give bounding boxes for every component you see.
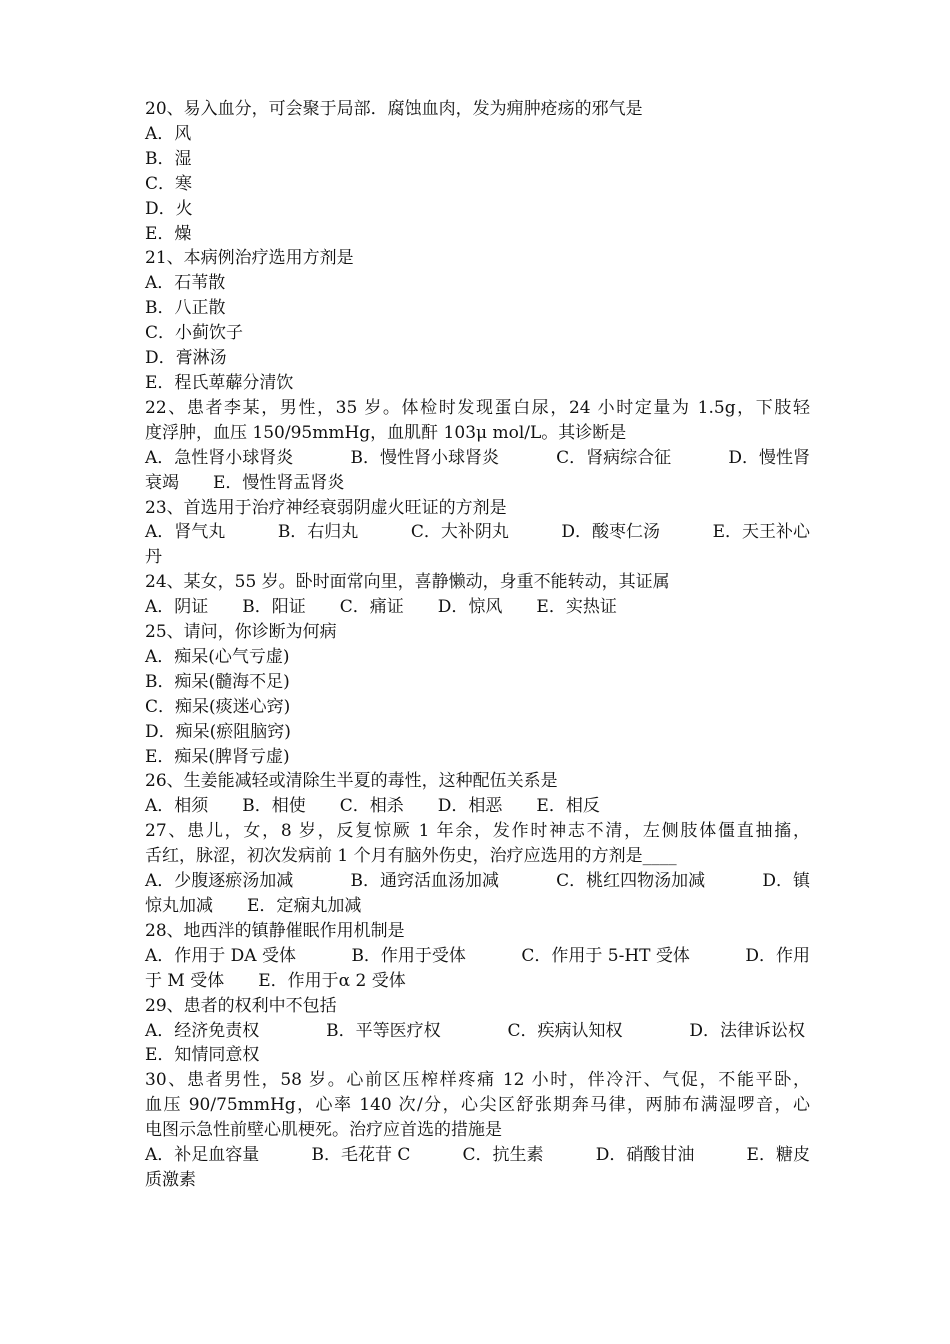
option-b: B．痴呆(髓海不足) (145, 671, 290, 692)
option-e: E．燥 (145, 223, 192, 244)
option-b: B．慢性肾小球肾炎 (350, 447, 499, 468)
options-row (145, 944, 810, 969)
question-stem-line: 电图示急性前壁心肌梗死。治疗应首选的措施是 (145, 1120, 502, 1141)
option-c: C．大补阴丸 (410, 522, 509, 543)
option-d: D．膏淋汤 (145, 348, 227, 369)
question-24 (145, 570, 810, 620)
option-a: A．少腹逐瘀汤加减 (145, 871, 294, 892)
question-30 (145, 1068, 810, 1193)
option-c: C．肾病综合征 (556, 447, 672, 468)
option-c: C．寒 (145, 173, 193, 194)
option-a: A．肾气丸 (145, 522, 226, 543)
question-stem: 28、地西泮的镇静催眠作用机制是 (145, 920, 405, 941)
question-28 (145, 919, 810, 994)
question-26 (145, 769, 810, 819)
option-d: D．酸枣仁汤 (561, 522, 661, 543)
option-e: E．天王补心 (712, 522, 810, 543)
options-row: 质激素 (145, 1169, 196, 1190)
option-a: A．石苇散 (145, 273, 226, 294)
option-a: A．作用于 DA 受体 (145, 945, 296, 966)
question-stem-line: 度浮肿，血压 150/95mmHg，血肌酐 103μ mol/L。其诊断是 (145, 422, 627, 443)
question-20 (145, 97, 810, 246)
option-e: E．痴呆(脾肾亏虚) (145, 746, 290, 767)
option-b: B．平等医疗权 (326, 1020, 441, 1041)
question-stem-line: 22、患者李某，男性，35 岁。体检时发现蛋白尿，24 小时定量为 1.5g，下肢轻 (145, 397, 810, 418)
option-b: B．作用于受体 (351, 945, 466, 966)
options-row: 衰竭 E．慢性肾盂肾炎 (145, 472, 345, 493)
option-a: A．经济免责权 (145, 1020, 260, 1041)
question-stem-line: 舌红，脉涩，初次发病前 1 个月有脑外伤史，治疗应选用的方剂是____ (145, 846, 677, 867)
question-stem: 24、某女，55 岁。卧时面常向里，喜静懒动，身重不能转动，其证属 (145, 572, 670, 593)
question-stem: 29、患者的权利中不包括 (145, 995, 337, 1016)
option-e: E．知情同意权 (145, 1045, 260, 1066)
option-c: C．痴呆(痰迷心窍) (145, 696, 291, 717)
document-page (145, 97, 810, 1193)
question-stem: 21、本病例治疗选用方剂是 (145, 248, 354, 269)
options-row: 惊丸加减 E．定痫丸加减 (145, 896, 362, 916)
option-d: D．硝酸甘油 (595, 1145, 695, 1166)
question-29 (145, 994, 810, 1069)
question-stem-line: 30、患者男性，58 岁。心前区压榨样疼痛 12 小时，伴冷汗、气促，不能平卧， (145, 1070, 810, 1091)
option-e: E．程氏萆薢分清饮 (145, 372, 294, 393)
option-b: B．通窍活血汤加减 (350, 871, 499, 892)
option-d: D．法律诉讼权 (689, 1020, 805, 1041)
options-row: 丹 (145, 547, 162, 568)
option-d: D．火 (145, 198, 193, 219)
option-d: D．慢性肾 (728, 447, 810, 468)
question-stem: 25、请问，你诊断为何病 (145, 622, 337, 643)
question-23 (145, 496, 810, 571)
options-row (145, 1019, 805, 1044)
options-row (145, 446, 810, 471)
option-d: D．痴呆(瘀阻脑窍) (145, 721, 291, 742)
option-b: B．八正散 (145, 298, 226, 319)
option-a: A．痴呆(心气亏虚) (145, 646, 290, 667)
question-25 (145, 620, 810, 769)
option-c: C．抗生素 (462, 1145, 544, 1166)
options-row (145, 520, 810, 545)
option-c: C．小蓟饮子 (145, 323, 244, 344)
option-b: B．右归丸 (277, 522, 359, 543)
option-d: D．镇 (762, 871, 810, 892)
question-stem-line: 血压 90/75mmHg，心率 140 次/分，心尖区舒张期奔马律，两肺布满湿啰音，心 (145, 1095, 810, 1116)
option-c: C．疾病认知权 (507, 1020, 623, 1041)
option-a: A．急性肾小球肾炎 (145, 447, 294, 468)
option-b: B．毛花苷 C (311, 1145, 411, 1166)
options-row: A．阴证 B．阳证 C．痛证 D．惊风 E．实热证 (145, 597, 617, 618)
option-a: A．补足血容量 (145, 1145, 260, 1166)
options-row: 于 M 受体 E．作用于α 2 受体 (145, 970, 406, 991)
option-b: B．湿 (145, 148, 192, 169)
question-22 (145, 396, 810, 496)
question-27 (145, 819, 810, 919)
option-e: E．糖皮 (746, 1145, 810, 1166)
options-row (145, 1143, 810, 1168)
question-21 (145, 246, 810, 395)
question-stem: 23、首选用于治疗神经衰弱阴虚火旺证的方剂是 (145, 497, 507, 518)
option-a: A．风 (145, 123, 192, 144)
question-stem: 26、生姜能减轻或清除生半夏的毒性，这种配伍关系是 (145, 771, 558, 792)
question-stem: 20、易入血分，可会聚于局部．腐蚀血肉，发为痈肿疮疡的邪气是 (145, 99, 643, 119)
option-c: C．作用于 5-HT 受体 (521, 945, 690, 966)
option-c: C．桃红四物汤加减 (556, 871, 706, 892)
question-stem-line: 27、患儿，女，8 岁，反复惊厥 1 年余，发作时神志不清，左侧肢体僵直抽搐， (145, 821, 810, 842)
options-row: A．相须 B．相使 C．相杀 D．相恶 E．相反 (145, 796, 600, 817)
options-row (145, 869, 810, 894)
option-d: D．作用 (745, 945, 810, 966)
